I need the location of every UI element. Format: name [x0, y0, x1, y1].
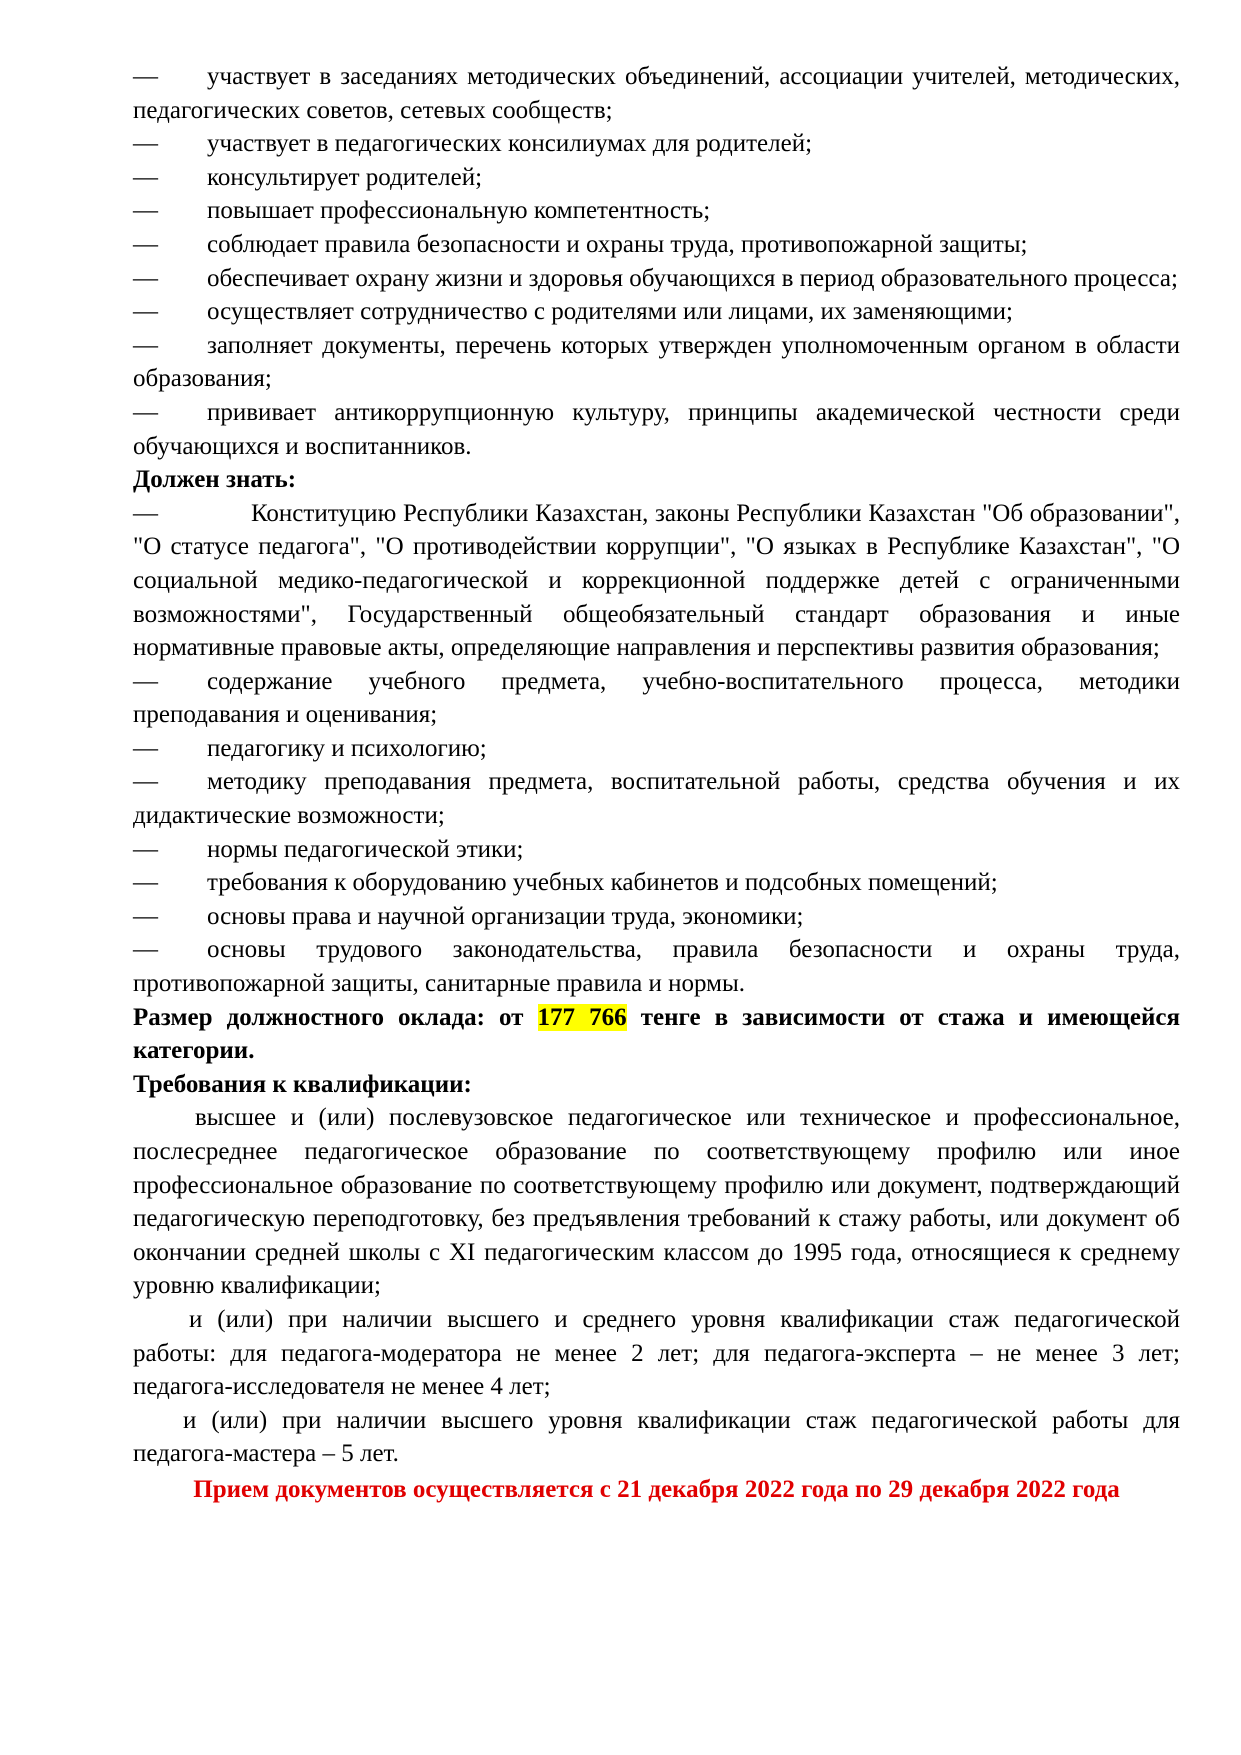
know-heading: Должен знать:	[133, 466, 297, 494]
duty-item: — обеспечивает охрану жизни и здоровья обучающихся в период образовательного процесса;	[133, 262, 1180, 296]
dash-marker: —	[133, 768, 158, 796]
dash-marker: —	[133, 869, 158, 897]
dash-marker: —	[133, 835, 158, 863]
qualification-paragraph: высшее и (или) послевузовское педагогическое или техническое и профессиональное, послесреднее педагогическое образование по соответствующему профилю или иное профессиональное образование по соответствующему профилю или документ, подтверждающий педагогическую переподготовку, без предъявления требований к стажу работы, или документ об окончании средней школы с XI педагогическим классом до 1995 года, относящиеся к среднему уровню квалификации;	[133, 1104, 1180, 1300]
duty-item: — консультирует родителей;	[133, 161, 1180, 195]
dash-marker: —	[133, 163, 158, 191]
knowledge-item: — требования к оборудованию учебных кабинетов и подсобных помещений;	[133, 866, 1180, 900]
duty-item: — повышает профессиональную компетентность;	[133, 194, 1180, 228]
knowledge-item: — методику преподавания предмета, воспитательной работы, средства обучения и их дидактические возможности;	[133, 765, 1180, 832]
duty-item: — участвует в педагогических консилиумах для родителей;	[133, 127, 1180, 161]
knowledge-item: — нормы педагогической этики;	[133, 833, 1180, 867]
knowledge-item: — основы трудового законодательства, правила безопасности и охраны труда, противопожарной защиты, санитарные правила и нормы.	[133, 933, 1180, 1000]
dash-marker: —	[133, 230, 158, 258]
duty-item: — заполняет документы, перечень которых утвержден уполномоченным органом в области образования;	[133, 329, 1180, 396]
dash-marker: —	[133, 130, 158, 158]
deadline-notice: Прием документов осуществляется с 21 декабря 2022 года по 29 декабря 2022 года	[193, 1475, 1120, 1503]
dash-marker: —	[133, 264, 158, 292]
dash-marker: —	[133, 398, 158, 426]
dash-marker: —	[133, 331, 158, 359]
qualification-heading: Требования к квалификации:	[133, 1070, 472, 1098]
knowledge-item: — Конституцию Республики Казахстан, законы Республики Казахстан "Об образовании", "О статусе педагога", "О противодействии коррупции", "О языках в Республике Казахстан", "О социальной медико-педагогической и коррекционной поддержке детей с ограниченными возможностями", Государственный общеобязательный стандарт образования и иные нормативные правовые акты, определяющие направления и перспективы развития образования;	[133, 497, 1180, 665]
duty-item: — соблюдает правила безопасности и охраны труда, противопожарной защиты;	[133, 228, 1180, 262]
qualification-paragraph: и (или) при наличии высшего уровня квалификации стаж педагогической работы для педагога-мастера – 5 лет.	[133, 1406, 1180, 1468]
dash-marker: —	[133, 902, 158, 930]
dash-marker: —	[133, 499, 158, 527]
dash-marker: —	[133, 936, 158, 964]
salary-line: Размер должностного оклада: от 177 766 тенге в зависимости от стажа и имеющейся категории.	[133, 1003, 1181, 1065]
duty-item: — прививает антикоррупционную культуру, принципы академической честности среди обучающихся и воспитанников.	[133, 396, 1180, 463]
knowledge-item: — основы права и научной организации труда, экономики;	[133, 900, 1180, 934]
duty-item: — участвует в заседаниях методических объединений, ассоциации учителей, методических, педагогических советов, сетевых сообществ;	[133, 60, 1180, 127]
knowledge-item: — педагогику и психологию;	[133, 732, 1180, 766]
dash-marker: —	[133, 667, 158, 695]
dash-marker: —	[133, 298, 158, 326]
dash-marker: —	[133, 63, 158, 90]
dash-marker: —	[133, 734, 158, 762]
dash-marker: —	[133, 197, 158, 225]
knowledge-item: — содержание учебного предмета, учебно-воспитательного процесса, методики преподавания и оценивания;	[133, 665, 1180, 732]
qualification-paragraph: и (или) при наличии высшего и среднего уровня квалификации стаж педагогической работы: для педагога-модератора не менее 2 лет; для педагога-эксперта – не менее 3 лет; педагога-исследователя не менее 4 лет;	[133, 1305, 1180, 1401]
duty-item: — осуществляет сотрудничество с родителями или лицами, их заменяющими;	[133, 295, 1180, 329]
document-page	[133, 60, 1180, 1506]
salary-amount: 177 766	[537, 1003, 627, 1031]
